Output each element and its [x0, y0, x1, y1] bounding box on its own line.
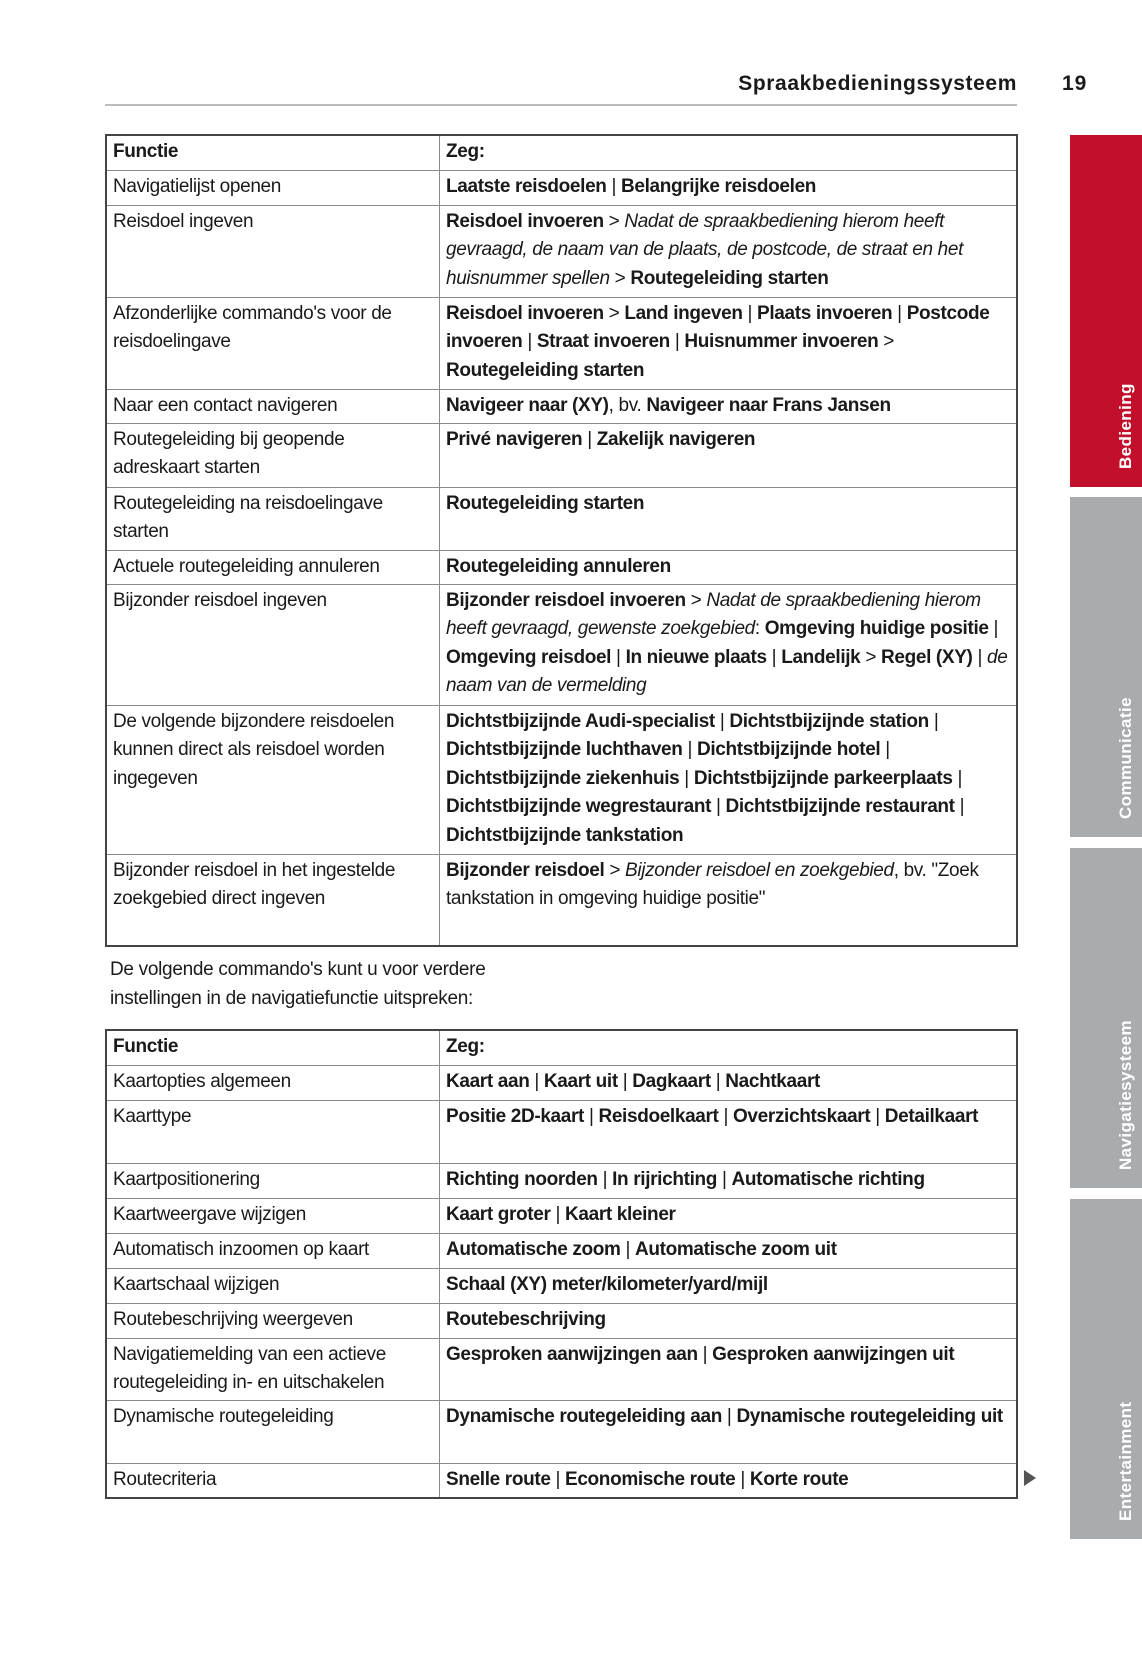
separator-text: | — [611, 646, 626, 668]
function-cell: Kaartweergave wijzigen — [106, 1198, 440, 1233]
spoken-command: Routegeleiding starten — [446, 359, 645, 381]
spoken-command: Dichtstbijzijnde parkeerplaats — [693, 767, 953, 789]
column-header: Functie — [106, 135, 440, 170]
table-row — [106, 1198, 1017, 1233]
separator-text: | — [522, 331, 537, 353]
spoken-command: Zakelijk navigeren — [596, 428, 756, 450]
spoken-command: Kaart aan — [446, 1070, 530, 1092]
table-row — [106, 705, 1017, 854]
side-tab-label: Navigatiesysteem — [1116, 1019, 1135, 1170]
instruction-text: Nadat de spraakbediening hierom heeft gevraagd, de naam van de plaats, de postcode, de straat en het huisnummer spellen — [446, 210, 964, 289]
spoken-command: Gesproken aanwijzingen uit — [712, 1343, 955, 1365]
function-cell: Actuele routegeleiding annuleren — [106, 550, 440, 584]
table-row — [106, 487, 1017, 550]
function-cell: De volgende bijzondere reisdoelen kunnen direct als reisdoel worden ingegeven — [106, 705, 440, 854]
command-cell — [440, 1100, 1018, 1163]
spoken-command: Reisdoelkaart — [598, 1105, 719, 1127]
spoken-command: Dichtstbijzijnde station — [729, 710, 929, 732]
separator-text: | — [954, 796, 965, 818]
table-row — [106, 1163, 1017, 1198]
spoken-command: Automatische zoom uit — [635, 1238, 837, 1260]
spoken-command: Regel (XY) — [881, 646, 973, 668]
spoken-command: Gesproken aanwijzingen aan — [446, 1343, 698, 1365]
separator-text: | — [682, 739, 697, 761]
voice-commands-table-navigation — [105, 134, 1018, 947]
function-cell: Bijzonder reisdoel ingeven — [106, 584, 440, 705]
spoken-command: Kaart groter — [446, 1203, 551, 1225]
spoken-command: Korte route — [749, 1468, 849, 1490]
header-divider — [105, 104, 1017, 106]
command-cell — [440, 1463, 1018, 1498]
spoken-command: Automatische richting — [731, 1168, 925, 1190]
side-tab-entertainment[interactable] — [1070, 1199, 1142, 1539]
separator-text: | — [606, 175, 621, 197]
instruction-text: Bijzonder reisdoel en zoekgebied — [625, 859, 894, 881]
separator-text: > — [609, 267, 631, 289]
table-row — [106, 1338, 1017, 1400]
voice-commands-table-map-settings — [105, 1029, 1018, 1499]
function-cell: Kaartschaal wijzigen — [106, 1268, 440, 1303]
spoken-command: Routegeleiding annuleren — [446, 555, 671, 577]
table-row — [106, 297, 1017, 389]
spoken-command: Navigeer naar Frans Jansen — [646, 394, 891, 416]
instruction-text: Nadat de spraakbediening hierom heeft gevraagd, gewenste zoekgebied — [446, 589, 981, 640]
command-cell — [440, 389, 1018, 423]
spoken-command: Huisnummer invoeren — [684, 331, 879, 353]
table-row — [106, 1100, 1017, 1163]
table-row — [106, 1268, 1017, 1303]
table-row — [106, 1400, 1017, 1463]
spoken-command: Reisdoel invoeren — [446, 210, 604, 232]
spoken-command: In nieuwe plaats — [625, 646, 767, 668]
table-row — [106, 1065, 1017, 1100]
function-cell: Dynamische routegeleiding — [106, 1400, 440, 1463]
separator-text: , bv. "Zoek tankstation in omgeving huidige positie" — [446, 859, 979, 910]
spoken-command: Overzichtskaart — [733, 1105, 871, 1127]
command-cell — [440, 584, 1018, 705]
spoken-command: Richting noorden — [446, 1168, 598, 1190]
table-row — [106, 550, 1017, 584]
separator-text: | — [711, 796, 726, 818]
spoken-command: Postcode invoeren — [446, 302, 990, 353]
function-cell: Navigatielijst openen — [106, 170, 440, 205]
spoken-command: Omgeving huidige positie — [764, 618, 989, 640]
separator-text: | — [597, 1168, 613, 1190]
spoken-command: Dichtstbijzijnde restaurant — [725, 796, 955, 818]
function-cell: Routegeleiding na reisdoelingave starten — [106, 487, 440, 550]
separator-text: | — [880, 739, 890, 761]
separator-text: , bv. — [608, 394, 647, 416]
separator-text: | — [928, 710, 939, 732]
command-cell — [440, 854, 1018, 946]
command-cell — [440, 297, 1018, 389]
spoken-command: Navigeer naar (XY) — [446, 394, 609, 416]
separator-text: > — [603, 302, 625, 324]
spoken-command: Dichtstbijzijnde luchthaven — [446, 739, 683, 761]
page-number: 19 — [1062, 72, 1088, 95]
spoken-command: Belangrijke reisdoelen — [621, 175, 817, 197]
spoken-command: Bijzonder reisdoel — [446, 859, 605, 881]
separator-text: | — [550, 1468, 566, 1490]
separator-text: | — [617, 1070, 633, 1092]
separator-text: | — [972, 646, 987, 668]
separator-text: | — [529, 1070, 544, 1092]
intro-paragraph: De volgende commando's kunt u voor verdere instellingen in de navigatiefunctie uitspreken: — [110, 959, 486, 1009]
function-cell: Routecriteria — [106, 1463, 440, 1498]
function-cell: Navigatiemelding van een actieve routegeleiding in- en uitschakelen — [106, 1338, 440, 1400]
spoken-command: Dagkaart — [632, 1070, 711, 1092]
spoken-command: Omgeving reisdoel — [446, 646, 612, 668]
function-cell: Afzonderlijke commando's voor de reisdoelingave — [106, 297, 440, 389]
command-cell — [440, 1198, 1018, 1233]
command-cell — [440, 423, 1018, 487]
table-row — [106, 1303, 1017, 1338]
separator-text: > — [604, 859, 626, 881]
separator-text: | — [717, 1168, 732, 1190]
spoken-command: Privé navigeren — [446, 428, 583, 450]
spoken-command: Detailkaart — [884, 1105, 979, 1127]
side-tab-bediening[interactable] — [1070, 135, 1142, 487]
separator-text: | — [735, 1468, 750, 1490]
spoken-command: Automatische zoom — [446, 1238, 621, 1260]
spoken-command: Snelle route — [446, 1468, 551, 1490]
table-row — [106, 1463, 1017, 1498]
function-cell: Kaartopties algemeen — [106, 1065, 440, 1100]
command-cell — [440, 1163, 1018, 1198]
spoken-command: Straat invoeren — [536, 331, 670, 353]
spoken-command: Routebeschrijving — [446, 1308, 606, 1330]
command-cell — [440, 1303, 1018, 1338]
table-row — [106, 205, 1017, 297]
command-cell — [440, 705, 1018, 854]
spoken-command: Positie 2D-kaart — [446, 1105, 585, 1127]
command-cell — [440, 487, 1018, 550]
spoken-command: Kaart uit — [543, 1070, 618, 1092]
separator-text: > — [603, 210, 625, 232]
table-row — [106, 584, 1017, 705]
table-row — [106, 423, 1017, 487]
spoken-command: Kaart kleiner — [565, 1203, 676, 1225]
spoken-command: Routegeleiding starten — [630, 267, 829, 289]
spoken-command: Economische route — [565, 1468, 736, 1490]
function-cell: Reisdoel ingeven — [106, 205, 440, 297]
continue-arrow-icon — [1024, 1470, 1036, 1486]
command-cell — [440, 1233, 1018, 1268]
table-row — [106, 389, 1017, 423]
separator-text: > — [685, 589, 707, 611]
side-tab-label: Communicatie — [1116, 697, 1135, 819]
page-header-title: Spraakbedieningssysteem — [738, 72, 1017, 95]
separator-text: | — [892, 302, 907, 324]
spoken-command: In rijrichting — [612, 1168, 718, 1190]
command-cell — [440, 205, 1018, 297]
command-cell — [440, 550, 1018, 584]
side-tab-label: Bediening — [1116, 383, 1135, 469]
spoken-command: Dichtstbijzijnde Audi-specialist — [446, 710, 715, 732]
separator-text: | — [721, 1405, 737, 1427]
function-cell: Routebeschrijving weergeven — [106, 1303, 440, 1338]
spoken-command: Landelijk — [781, 646, 861, 668]
function-cell: Routegeleiding bij geopende adreskaart starten — [106, 423, 440, 487]
column-header: Zeg: — [440, 135, 1018, 170]
separator-text: | — [718, 1105, 733, 1127]
separator-text: | — [952, 767, 963, 789]
spoken-command: Dichtstbijzijnde ziekenhuis — [446, 767, 680, 789]
separator-text: | — [988, 618, 999, 640]
table-row — [106, 1233, 1017, 1268]
command-cell — [440, 1268, 1018, 1303]
function-cell: Naar een contact navigeren — [106, 389, 440, 423]
table-header-row — [106, 135, 1017, 170]
separator-text: : — [754, 618, 765, 640]
spoken-command: Bijzonder reisdoel invoeren — [446, 589, 686, 611]
spoken-command: Routegeleiding starten — [446, 492, 645, 514]
side-tab-navigatiesysteem[interactable] — [1070, 848, 1142, 1188]
spoken-command: Nachtkaart — [725, 1070, 820, 1092]
separator-text: | — [669, 331, 685, 353]
spoken-command: Laatste reisdoelen — [446, 175, 607, 197]
separator-text: | — [766, 646, 782, 668]
spoken-command: Land ingeven — [624, 302, 743, 324]
separator-text: | — [582, 428, 597, 450]
function-cell: Bijzonder reisdoel in het ingestelde zoekgebied direct ingeven — [106, 854, 440, 946]
spoken-command: Dynamische routegeleiding aan — [446, 1405, 722, 1427]
separator-text: | — [870, 1105, 885, 1127]
table-header-row — [106, 1030, 1017, 1065]
separator-text: | — [710, 1070, 726, 1092]
separator-text: | — [697, 1343, 713, 1365]
table-row — [106, 854, 1017, 946]
separator-text: | — [714, 710, 730, 732]
spoken-command: Dynamische routegeleiding uit — [736, 1405, 1003, 1427]
column-header: Zeg: — [440, 1030, 1018, 1065]
separator-text: | — [620, 1238, 636, 1260]
instruction-text: de naam van de vermelding — [446, 646, 1008, 697]
spoken-command: Plaats invoeren — [757, 302, 893, 324]
spoken-command: Dichtstbijzijnde wegrestaurant — [446, 796, 712, 818]
spoken-command: Dichtstbijzijnde hotel — [696, 739, 881, 761]
function-cell: Automatisch inzoomen op kaart — [106, 1233, 440, 1268]
column-header: Functie — [106, 1030, 440, 1065]
side-tab-communicatie[interactable] — [1070, 497, 1142, 837]
separator-text: > — [860, 646, 882, 668]
spoken-command: Dichtstbijzijnde tankstation — [446, 824, 684, 846]
command-cell — [440, 1065, 1018, 1100]
spoken-command: Schaal (XY) meter/kilometer/yard/mijl — [446, 1273, 768, 1295]
separator-text: | — [584, 1105, 599, 1127]
command-cell — [440, 1338, 1018, 1400]
side-tab-label: Entertainment — [1116, 1401, 1135, 1521]
separator-text: | — [679, 767, 694, 789]
spoken-command: Reisdoel invoeren — [446, 302, 604, 324]
function-cell: Kaarttype — [106, 1100, 440, 1163]
separator-text: > — [878, 331, 895, 353]
command-cell — [440, 170, 1018, 205]
command-cell — [440, 1400, 1018, 1463]
separator-text: | — [550, 1203, 566, 1225]
function-cell: Kaartpositionering — [106, 1163, 440, 1198]
table-row — [106, 170, 1017, 205]
separator-text: | — [742, 302, 758, 324]
